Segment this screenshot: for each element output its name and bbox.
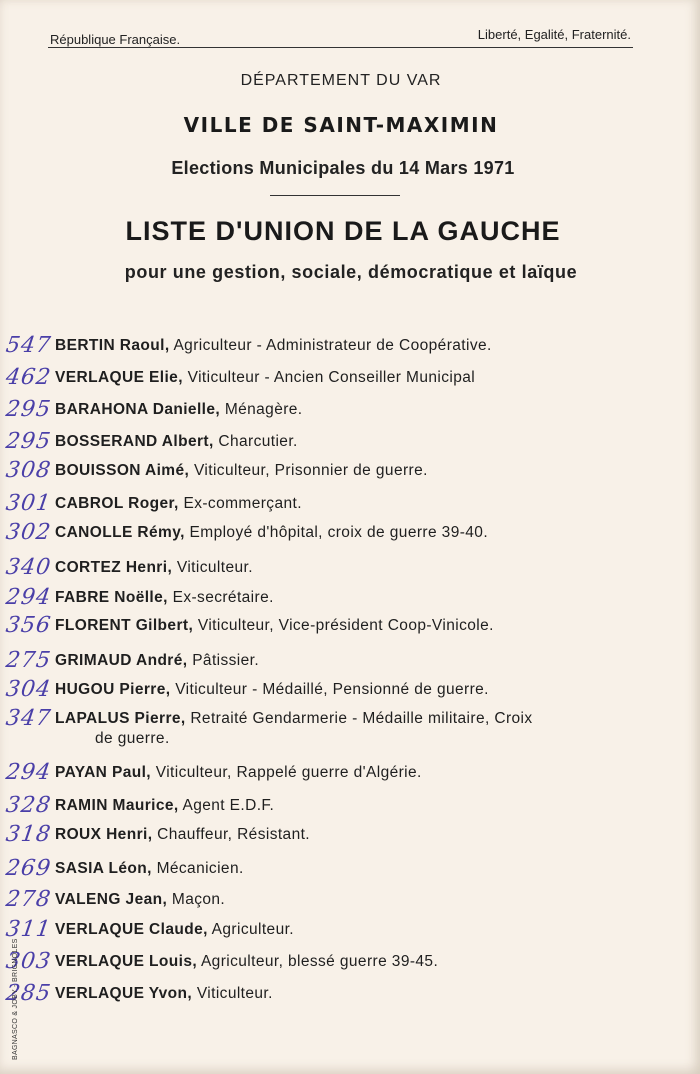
vote-count-handwritten: 547 [4, 333, 53, 358]
candidate-description: Agriculteur. [211, 921, 295, 938]
vote-count-handwritten: 328 [4, 793, 53, 818]
candidate-row [0, 856, 690, 886]
candidate-row [0, 585, 690, 615]
candidate-description: Ex-secrétaire. [172, 589, 274, 606]
vote-count-handwritten: 311 [4, 917, 53, 942]
vote-count-handwritten: 318 [4, 822, 53, 847]
candidate-entry [55, 369, 475, 387]
candidate-row [0, 648, 690, 678]
candidate-entry [55, 433, 298, 451]
candidate-row [0, 887, 690, 917]
candidate-description: Employé d'hôpital, croix de guerre 39-40. [189, 524, 489, 541]
vote-count-handwritten: 301 [4, 491, 53, 516]
candidate-row [0, 333, 690, 363]
candidate-entry [55, 826, 310, 844]
candidate-name: ROUX Henri, [55, 826, 153, 843]
candidate-row [0, 458, 690, 488]
candidate-row [0, 491, 690, 521]
vote-count-handwritten: 269 [4, 856, 53, 881]
vote-count-handwritten: 462 [4, 365, 53, 390]
candidate-description: Mécanicien. [156, 860, 244, 877]
vote-count-handwritten: 302 [4, 520, 53, 545]
candidate-row [0, 949, 690, 979]
candidate-name: HUGOU Pierre, [55, 681, 171, 698]
vote-count-handwritten: 295 [4, 429, 53, 454]
candidate-name: FABRE Noëlle, [55, 589, 168, 606]
candidate-name: VERLAQUE Louis, [55, 953, 198, 970]
candidate-name: CORTEZ Henri, [55, 559, 173, 576]
candidate-description: Retraité Gendarmerie - Médaille militaire, Croix [190, 710, 533, 727]
candidate-entry [55, 985, 273, 1003]
candidate-row [0, 555, 690, 585]
candidate-row [0, 397, 690, 427]
candidate-description: Agriculteur, blessé guerre 39-45. [200, 953, 439, 970]
candidate-row [0, 981, 690, 1011]
candidate-row [0, 822, 690, 852]
candidate-description: Ex-commerçant. [183, 495, 302, 512]
election-heading: Elections Municipales du 14 Mars 1971 [171, 158, 515, 178]
vote-count-handwritten: 294 [4, 585, 53, 610]
printer-credit [12, 938, 26, 1060]
department-heading: DÉPARTEMENT DU VAR [240, 72, 442, 89]
header-line [48, 25, 633, 48]
candidate-name: VERLAQUE Yvon, [55, 985, 193, 1002]
candidate-entry [55, 559, 253, 577]
candidate-name: BARAHONA Danielle, [55, 401, 221, 418]
candidate-name: FLORENT Gilbert, [55, 617, 194, 634]
candidate-description: Ménagère. [224, 401, 303, 418]
candidate-row [0, 760, 690, 790]
candidate-description: Viticulteur - Ancien Conseiller Municipal [187, 369, 476, 386]
candidate-entry [55, 495, 302, 513]
candidate-description: Pâtissier. [192, 652, 260, 669]
candidate-description: Viticulteur, Vice-président Coop-Vinicole. [197, 617, 494, 634]
candidate-name: SASIA Léon, [55, 860, 152, 877]
candidate-name: PAYAN Paul, [55, 764, 152, 781]
candidate-entry [55, 921, 294, 939]
candidate-name: BOUISSON Aimé, [55, 462, 190, 479]
candidate-row [0, 793, 690, 823]
candidate-entry [55, 953, 438, 971]
list-title: LISTE D'UNION DE LA GAUCHE [125, 216, 561, 246]
vote-count-handwritten: 308 [4, 458, 53, 483]
candidate-row [0, 520, 690, 550]
candidate-entry [55, 710, 533, 728]
candidate-description: Maçon. [171, 891, 226, 908]
candidate-entry [55, 462, 428, 480]
candidate-entry [55, 891, 225, 909]
candidate-description: Agriculteur - Administrateur de Coopérative. [173, 337, 492, 354]
vote-count-handwritten: 294 [4, 760, 53, 785]
candidate-entry [55, 764, 422, 782]
candidate-entry [55, 524, 488, 542]
candidate-description: Viticulteur, Prisonnier de guerre. [193, 462, 428, 479]
candidate-entry [55, 617, 494, 635]
candidate-description: Viticulteur. [196, 985, 273, 1002]
candidate-name: CANOLLE Rémy, [55, 524, 185, 541]
candidate-row [0, 677, 690, 707]
candidate-row [0, 613, 690, 643]
candidate-name: GRIMAUD André, [55, 652, 188, 669]
candidate-description: Viticulteur. [176, 559, 253, 576]
candidate-description: Chauffeur, Résistant. [157, 826, 311, 843]
list-subtitle: pour une gestion, sociale, démocratique et laïque [124, 262, 578, 282]
vote-count-handwritten: 303 [4, 949, 53, 974]
candidate-entry [55, 681, 489, 699]
candidate-entry [55, 589, 274, 607]
candidate-name: BERTIN Raoul, [55, 337, 170, 354]
vote-count-handwritten: 304 [4, 677, 53, 702]
candidate-name: VERLAQUE Elie, [55, 369, 183, 386]
motto-label: Liberté, Egalité, Fraternité. [477, 27, 631, 42]
printer-text: BAGNASCO & JOBY - BRIGNOLES [12, 938, 19, 1060]
candidate-entry [55, 337, 492, 355]
vote-count-handwritten: 356 [4, 613, 53, 638]
vote-count-handwritten: 295 [4, 397, 53, 422]
candidate-name: BOSSERAND Albert, [55, 433, 214, 450]
republic-label: République Française. [50, 32, 181, 47]
candidate-row [0, 917, 690, 947]
candidate-entry [55, 797, 274, 815]
vote-count-handwritten: 275 [4, 648, 53, 673]
vote-count-handwritten: 340 [4, 555, 53, 580]
candidate-name: VALENG Jean, [55, 891, 168, 908]
candidate-description: Agent E.D.F. [182, 797, 275, 814]
vote-count-handwritten: 347 [4, 706, 53, 731]
town-heading: VILLE DE SAINT-MAXIMIN [183, 113, 499, 137]
candidate-name: RAMIN Maurice, [55, 797, 179, 814]
candidate-entry [55, 860, 244, 878]
vote-count-handwritten: 278 [4, 887, 53, 912]
candidate-row [0, 365, 690, 395]
candidate-description-continued: de guerre. [95, 730, 170, 747]
divider [270, 195, 400, 196]
candidate-description: Viticulteur, Rappelé guerre d'Algérie. [155, 764, 422, 781]
candidate-description: Charcutier. [218, 433, 298, 450]
candidate-description: Viticulteur - Médaillé, Pensionné de guerre. [175, 681, 489, 698]
vote-count-handwritten: 285 [4, 981, 53, 1006]
candidate-name: CABROL Roger, [55, 495, 179, 512]
candidate-row [0, 706, 690, 747]
candidate-entry [55, 652, 259, 670]
candidate-name: VERLAQUE Claude, [55, 921, 208, 938]
candidate-entry [55, 401, 303, 419]
candidate-row [0, 429, 690, 459]
candidate-name: LAPALUS Pierre, [55, 710, 186, 727]
